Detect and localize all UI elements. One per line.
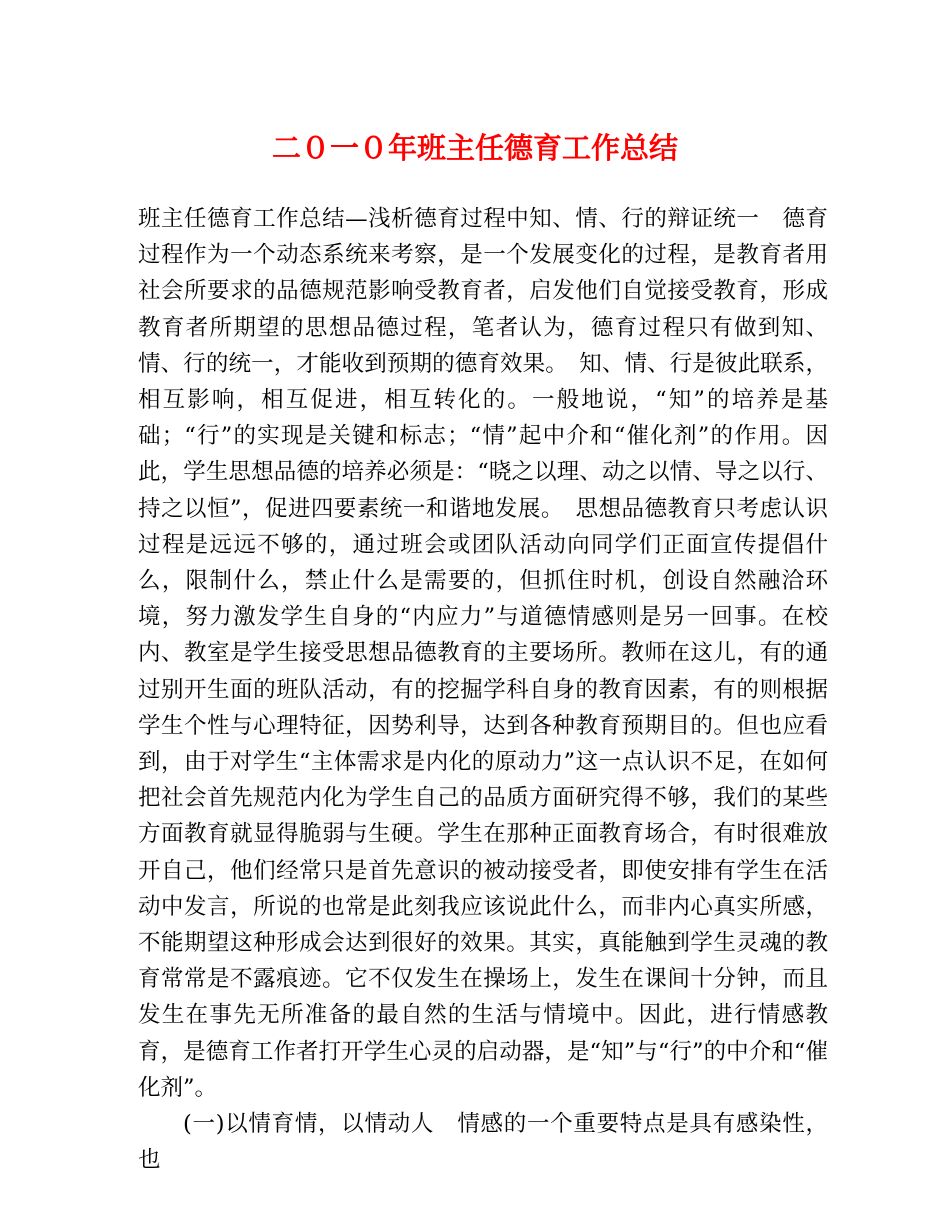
body-paragraph-1: 班主任德育工作总结—浅析德育过程中知、情、行的辩证统一 德育过程作为一个动态系统来考察，是一个发展变化的过程，是教育者用社会所要求的品德规范影响受教育者，启发他们自觉接受教育，形成教育者所期望的思想品德过程，笔者认为，德育过程只有做到知、情、行的统一，才能收到预期的德育效果。 知、情、行是彼此联系，相互影响，相互促进，相互转化的。一般地说，“知”的培养是基础；“行”的实现是关键和标志；“情”起中介和“催化剂”的作用。因此，学生思想品德的培养必须是：“晓之以理、动之以情、导之以行、持之以恒”，促进四要素统一和谐地发展。 思想品德教育只考虑认识过程是远远不够的，通过班会或团队活动向同学们正面宣传提倡什么，限制什么，禁止什么是需要的，但抓住时机，创设自然融洽环境，努力激发学生自身的“内应力”与道德情感则是另一回事。在校内、教室是学生接受思想品德教育的主要场所。教师在这儿，有的通过别开生面的班队活动，有的挖掘学科自身的教育因素，有的则根据学生个性与心理特征，因势利导，达到各种教育预期目的。但也应看到，由于对学生“主体需求是内化的原动力”这一点认识不足，在如何把社会首先规范内化为学生自己的品质方面研究得不够，我们的某些方面教育就显得脆弱与生硬。学生在那种正面教育场合，有时很难放开自己，他们经常只是首先意识的被动接受者，即使安排有学生在活动中发言，所说的也常是此刻我应该说此什么，而非内心真实所感，不能期望这种形成会达到很好的效果。其实，真能触到学生灵魂的教育常常是不露痕迹。它不仅发生在操场上，发生在课间十分钟，而且发生在事先无所准备的最自然的生活与情境中。因此，进行情感教育，是德育工作者打开学生心灵的启动器，是“知”与“行”的中介和“催化剂”。 (138, 206, 828, 1101)
document-body (138, 201, 828, 1178)
body-paragraph-2: (一)以情育情，以情动人 情感的一个重要特点是具有感染性，也 (138, 1111, 828, 1174)
document-title: 二０一０年班主任德育工作总结 (271, 131, 678, 165)
